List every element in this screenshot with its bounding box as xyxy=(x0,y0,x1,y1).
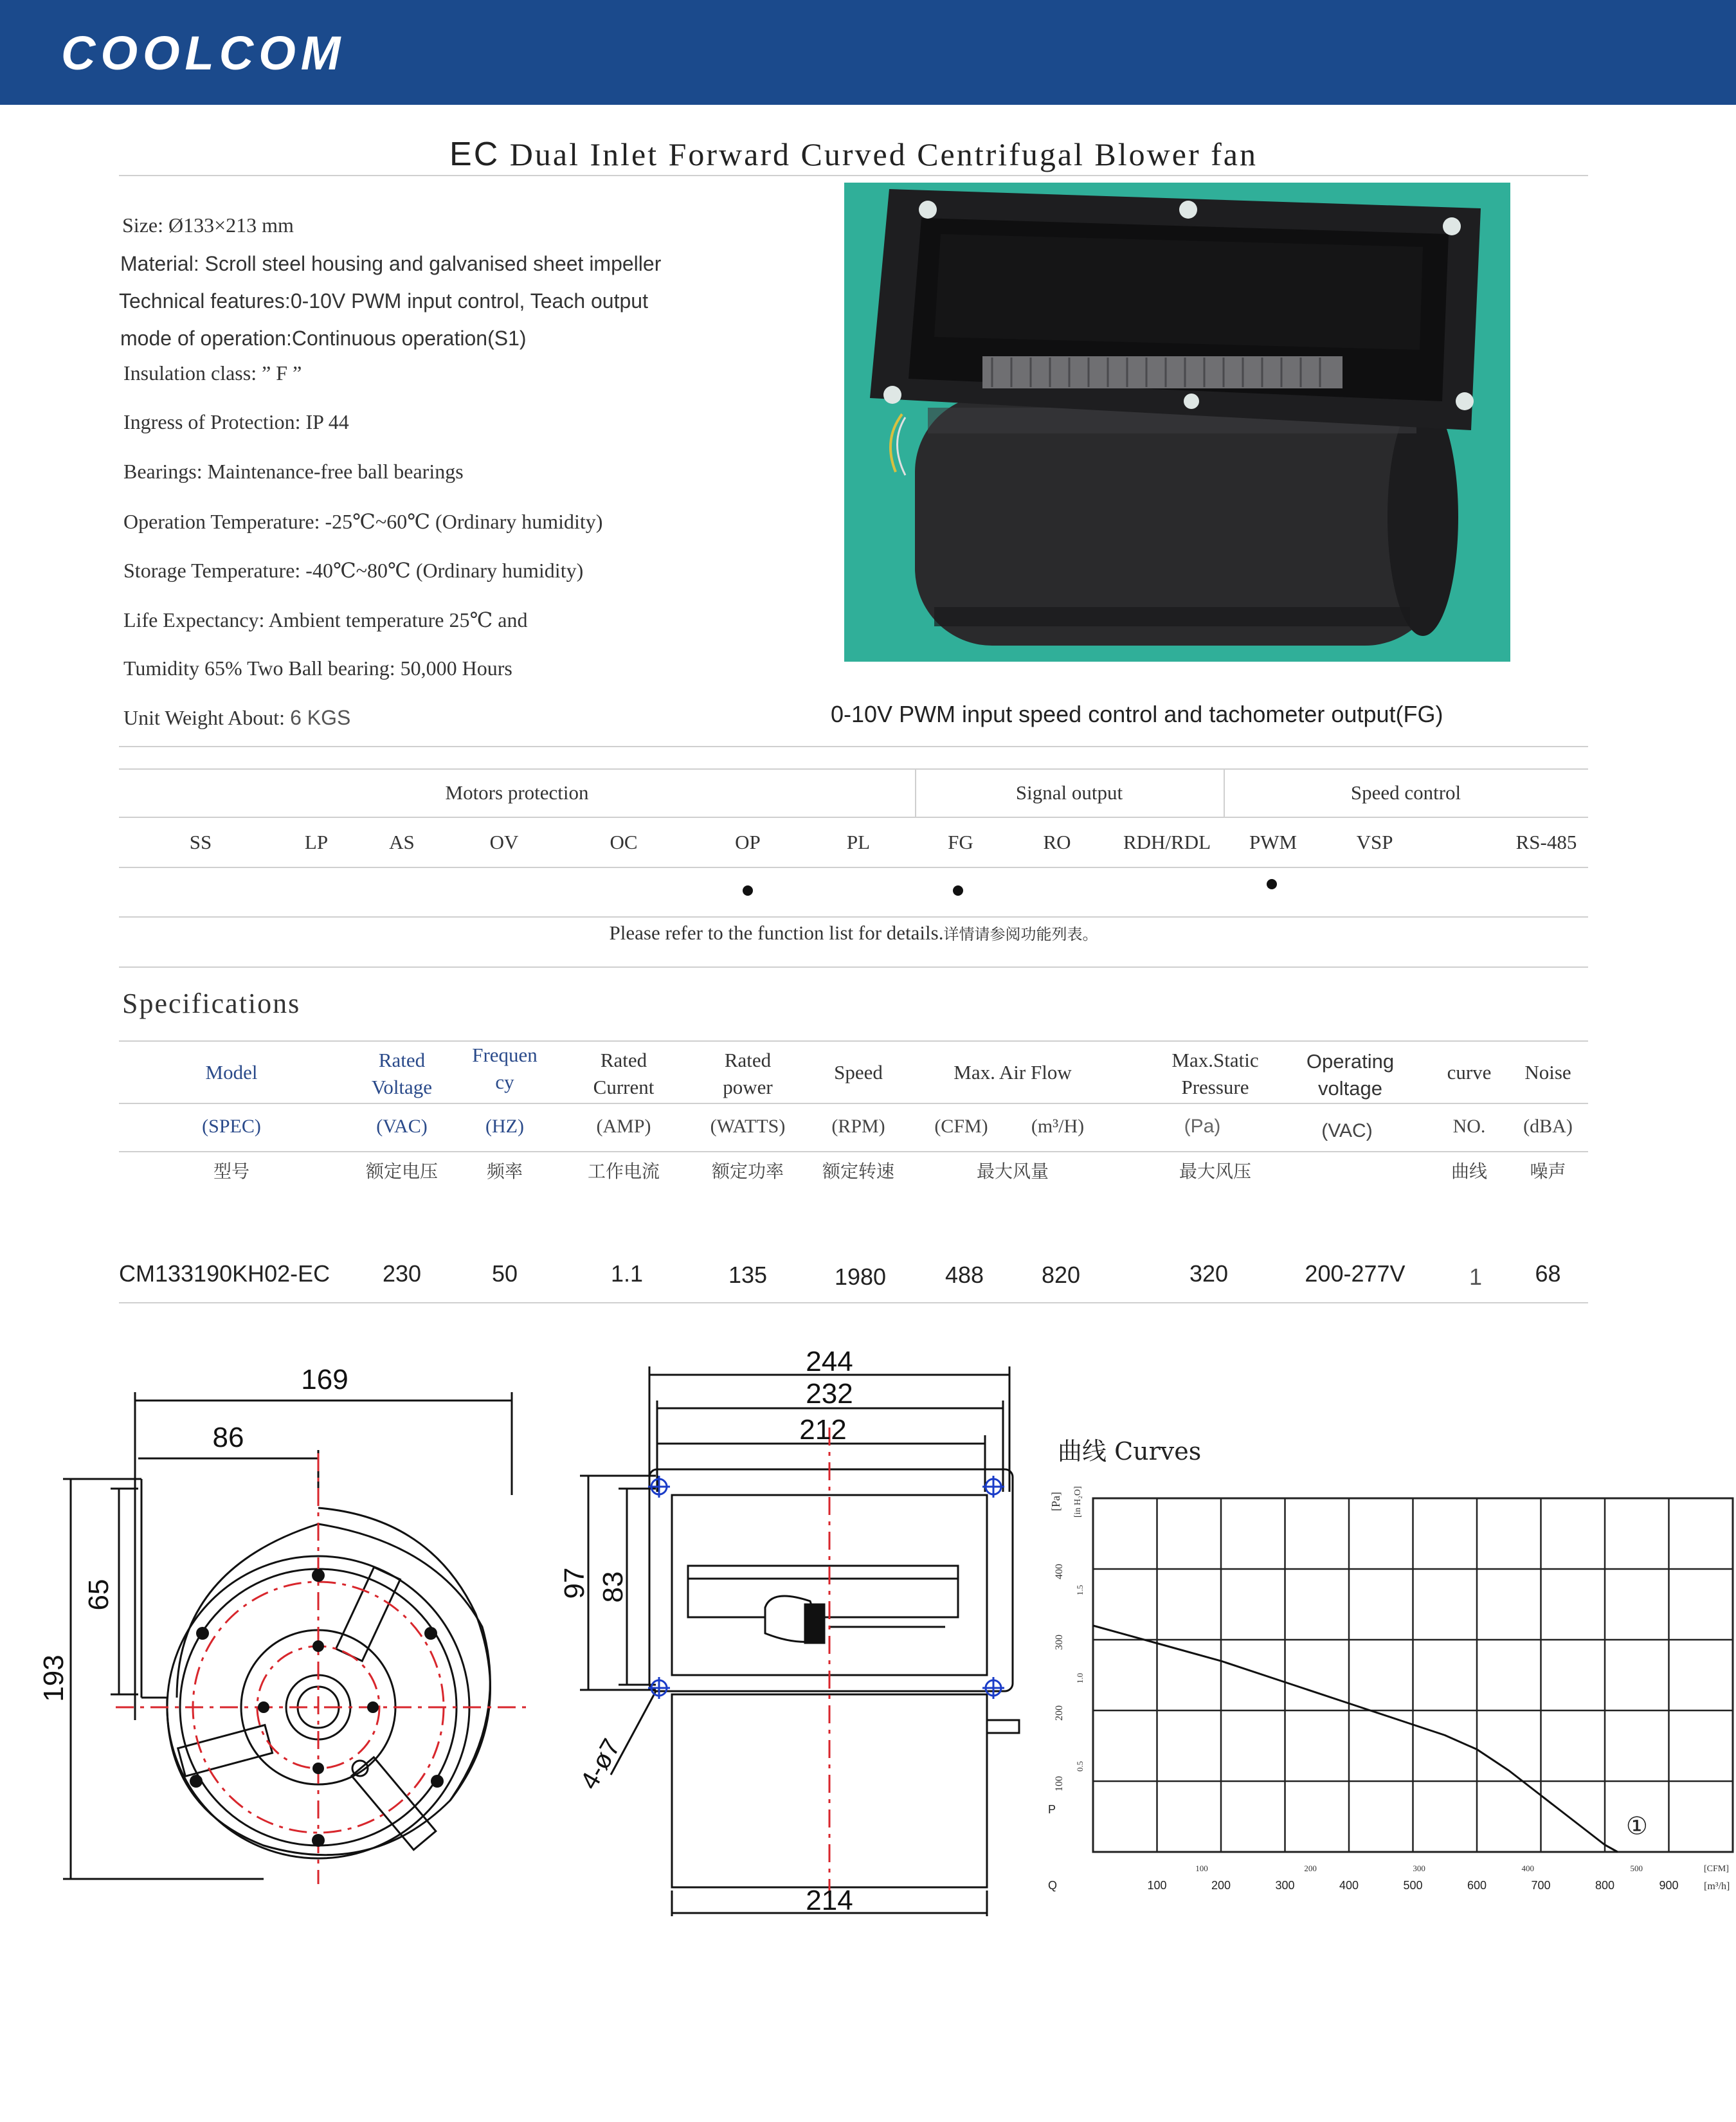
spec-header-opvoltage xyxy=(1286,1048,1415,1102)
feature-bearings: Bearings: Maintenance-free ball bearings xyxy=(123,460,464,483)
spec-row-current: 1.1 xyxy=(610,1260,644,1287)
unit-voltage: (VAC) xyxy=(376,1116,428,1137)
dim-193: 193 xyxy=(38,1655,69,1702)
selected-dot-fg xyxy=(953,885,963,896)
unit-curve: NO. xyxy=(1452,1116,1486,1137)
cn-current: 工作电流 xyxy=(587,1161,660,1182)
dim-169: 169 xyxy=(301,1364,348,1395)
table-border xyxy=(119,768,1588,770)
group-motors-protection: Motors protection xyxy=(445,781,589,804)
product-photo xyxy=(844,183,1510,662)
cn-model: 型号 xyxy=(213,1161,249,1182)
group-signal-output: Signal output xyxy=(1015,781,1123,804)
spec-row-model: CM133190KH02-EC xyxy=(119,1260,330,1287)
code-ss: SS xyxy=(189,831,212,853)
weight-label: Unit Weight About: xyxy=(123,706,285,729)
header-line: Rated xyxy=(600,1049,647,1071)
cn-noise: 噪声 xyxy=(1530,1161,1566,1182)
y-prefix: P xyxy=(1048,1803,1056,1816)
header-line: voltage xyxy=(1318,1077,1382,1100)
code-ov: OV xyxy=(489,831,519,853)
inh2o-tick-label: 1.5 xyxy=(1075,1584,1085,1596)
y-tick-label: 300 xyxy=(1054,1635,1065,1650)
header-line: Current xyxy=(593,1076,655,1098)
cfm-tick-label: 200 xyxy=(1304,1864,1317,1873)
unit-opvoltage: (VAC) xyxy=(1321,1120,1373,1141)
divider xyxy=(119,175,1588,176)
code-as: AS xyxy=(389,831,415,853)
header-line: Frequen xyxy=(472,1044,538,1066)
header-line: Voltage xyxy=(371,1076,433,1098)
chart-series xyxy=(1093,1626,1648,1852)
spec-row-speed: 1980 xyxy=(834,1264,887,1290)
blower-fan-illustration xyxy=(844,183,1510,662)
x-tick-label: 100 xyxy=(1147,1879,1167,1892)
x-tick-label: 700 xyxy=(1531,1879,1551,1892)
spec-row-voltage: 230 xyxy=(382,1260,422,1287)
dim-232: 232 xyxy=(806,1378,853,1410)
cn-airflow: 最大风量 xyxy=(976,1161,1049,1182)
table-border xyxy=(119,916,1588,918)
inh2o-tick-label: 1.0 xyxy=(1075,1673,1085,1684)
unit-airflow-m3h: (m³/H) xyxy=(1031,1116,1085,1137)
code-rdh-rdl: RDH/RDL xyxy=(1123,831,1211,853)
feature-operation-mode: mode of operation:Continuous operation(S1) xyxy=(120,327,527,350)
unit-frequency: (HZ) xyxy=(485,1116,524,1137)
feature-life: Life Expectancy: Ambient temperature 25℃ and xyxy=(123,608,528,631)
header-line: power xyxy=(723,1076,773,1098)
code-fg: FG xyxy=(948,831,973,853)
table-border xyxy=(119,1302,1588,1303)
unit-model: (SPEC) xyxy=(202,1116,261,1137)
x-tick-label: 300 xyxy=(1275,1879,1295,1892)
dim-97: 97 xyxy=(559,1567,590,1599)
spec-row-m3h: 820 xyxy=(1041,1262,1081,1288)
page-title xyxy=(119,135,1588,174)
function-note xyxy=(119,921,1588,945)
x-tick-label: 900 xyxy=(1659,1879,1679,1892)
unit-airflow-cfm: (CFM) xyxy=(934,1116,988,1137)
unit-noise: (dBA) xyxy=(1523,1116,1573,1137)
feature-storage-temp: Storage Temperature: -40℃~80℃ (Ordinary humidity) xyxy=(123,559,584,582)
x-tick-label: 500 xyxy=(1403,1879,1423,1892)
y-alt-axis-label: [in H₂O] xyxy=(1073,1486,1083,1518)
spec-row-curve: 1 xyxy=(1469,1264,1483,1290)
cn-speed: 额定转速 xyxy=(822,1161,894,1182)
spec-header-power xyxy=(696,1047,799,1101)
chart-ticks xyxy=(1054,1564,1679,1892)
cn-curve: 曲线 xyxy=(1451,1161,1487,1182)
dim-212: 212 xyxy=(799,1414,847,1446)
dim-214: 214 xyxy=(806,1885,853,1916)
code-rs485: RS-485 xyxy=(1515,831,1577,853)
y-axis-label: [Pa] xyxy=(1049,1492,1062,1511)
code-oc: OC xyxy=(610,831,638,853)
table-border xyxy=(119,966,1588,968)
y-tick-label: 400 xyxy=(1054,1564,1065,1579)
header-line: Rated xyxy=(378,1049,426,1071)
dim-65: 65 xyxy=(83,1579,114,1611)
x-alt-axis-label: [CFM] xyxy=(1704,1864,1729,1874)
header-line: Pressure xyxy=(1181,1076,1249,1098)
function-note-cn: 详情请参阅功能列表。 xyxy=(943,925,1098,943)
table-border xyxy=(119,817,1588,818)
dim-244: 244 xyxy=(806,1346,853,1377)
cn-frequency: 频率 xyxy=(486,1161,523,1182)
feature-life-hours: Tumidity 65% Two Ball bearing: 50,000 Hours xyxy=(123,657,512,680)
title-prefix: EC xyxy=(449,136,500,173)
code-lp: LP xyxy=(304,831,329,853)
header-line: Rated xyxy=(724,1049,772,1071)
spec-header-pressure xyxy=(1141,1047,1289,1101)
curve-line xyxy=(1093,1626,1618,1852)
code-pwm: PWM xyxy=(1249,831,1297,853)
feature-protection: Ingress of Protection: IP 44 xyxy=(123,410,349,433)
chart-grid xyxy=(1093,1498,1733,1852)
code-pl: PL xyxy=(846,831,871,853)
performance-curve-chart xyxy=(1042,1415,1736,1910)
cfm-tick-label: 500 xyxy=(1630,1864,1643,1873)
cfm-tick-label: 100 xyxy=(1195,1864,1208,1873)
side-view-drawing xyxy=(553,1346,1042,1916)
dim-83: 83 xyxy=(597,1571,629,1603)
unit-current: (AMP) xyxy=(596,1116,651,1137)
inh2o-tick-label: 0.5 xyxy=(1075,1761,1085,1772)
unit-power: (WATTS) xyxy=(710,1116,786,1137)
spec-row-power: 135 xyxy=(728,1262,768,1288)
code-vsp: VSP xyxy=(1356,831,1393,853)
chart-title: 曲线 Curves xyxy=(1058,1437,1202,1465)
dim-hole: 4-ø7 xyxy=(575,1734,626,1795)
spec-row-noise: 68 xyxy=(1535,1260,1561,1287)
spec-row-cfm: 488 xyxy=(945,1262,984,1288)
header-line: cy xyxy=(495,1071,514,1093)
specifications-title: Specifications xyxy=(122,988,301,1019)
feature-operation-temp: Operation Temperature: -25℃~60℃ (Ordinary humidity) xyxy=(123,510,603,533)
x-prefix: Q xyxy=(1048,1879,1058,1892)
spec-header-airflow: Max. Air Flow xyxy=(954,1061,1072,1084)
table-border xyxy=(119,867,1588,868)
feature-weight xyxy=(123,706,350,730)
feature-technical: Technical features:0-10V PWM input control, Teach output xyxy=(119,289,648,313)
selected-dot-op xyxy=(743,885,753,896)
cn-voltage: 额定电压 xyxy=(365,1161,438,1182)
brand-logo: COOLCOM xyxy=(61,26,346,80)
spec-header-voltage xyxy=(350,1047,453,1101)
spec-row-opvoltage: 200-277V xyxy=(1305,1260,1406,1287)
photo-caption: 0-10V PWM input speed control and tachometer output(FG) xyxy=(831,701,1443,727)
cfm-tick-label: 400 xyxy=(1521,1864,1534,1873)
spec-header-model: Model xyxy=(205,1061,258,1084)
feature-insulation: Insulation class: ” F ” xyxy=(123,361,302,385)
spec-header-noise: Noise xyxy=(1524,1061,1571,1084)
y-tick-label: 100 xyxy=(1054,1776,1065,1791)
function-note-en: Please refer to the function list for details. xyxy=(609,921,944,944)
cn-pressure: 最大风压 xyxy=(1179,1161,1251,1182)
spec-header-speed: Speed xyxy=(834,1061,883,1084)
group-speed-control: Speed control xyxy=(1350,781,1461,804)
table-border xyxy=(119,1103,1588,1104)
dim-86: 86 xyxy=(212,1422,244,1453)
unit-speed: (RPM) xyxy=(831,1116,885,1137)
header-bar xyxy=(0,0,1736,105)
spec-row-frequency: 50 xyxy=(491,1260,518,1287)
front-view-drawing xyxy=(38,1357,540,1910)
y-tick-label: 200 xyxy=(1054,1705,1065,1721)
header-line: Max.Static xyxy=(1171,1049,1259,1071)
unit-pressure: (Pa) xyxy=(1184,1116,1221,1137)
code-ro: RO xyxy=(1043,831,1071,853)
x-axis-label: [m³/h] xyxy=(1704,1881,1730,1892)
cfm-tick-label: 300 xyxy=(1413,1864,1425,1873)
code-op: OP xyxy=(735,831,761,853)
spec-header-frequency xyxy=(453,1042,556,1096)
weight-value: 6 KGS xyxy=(290,706,351,729)
title-text: Dual Inlet Forward Curved Centrifugal Blower fan xyxy=(509,136,1258,172)
table-border xyxy=(119,1040,1588,1042)
x-tick-label: 400 xyxy=(1339,1879,1359,1892)
divider xyxy=(119,746,1588,747)
header-line: Operating xyxy=(1306,1050,1395,1073)
feature-size: Size: Ø133×213 mm xyxy=(122,213,294,237)
curve-label: ① xyxy=(1625,1811,1648,1840)
cn-power: 额定功率 xyxy=(711,1161,784,1182)
x-tick-label: 800 xyxy=(1595,1879,1615,1892)
spec-header-curve: curve xyxy=(1447,1061,1492,1084)
spec-header-current xyxy=(572,1047,675,1101)
selected-dot-pwm xyxy=(1267,879,1277,889)
x-tick-label: 600 xyxy=(1467,1879,1487,1892)
x-tick-label: 200 xyxy=(1211,1879,1231,1892)
table-border xyxy=(119,1151,1588,1152)
spec-row-pressure: 320 xyxy=(1189,1260,1229,1287)
feature-material: Material: Scroll steel housing and galvanised sheet impeller xyxy=(120,252,662,275)
